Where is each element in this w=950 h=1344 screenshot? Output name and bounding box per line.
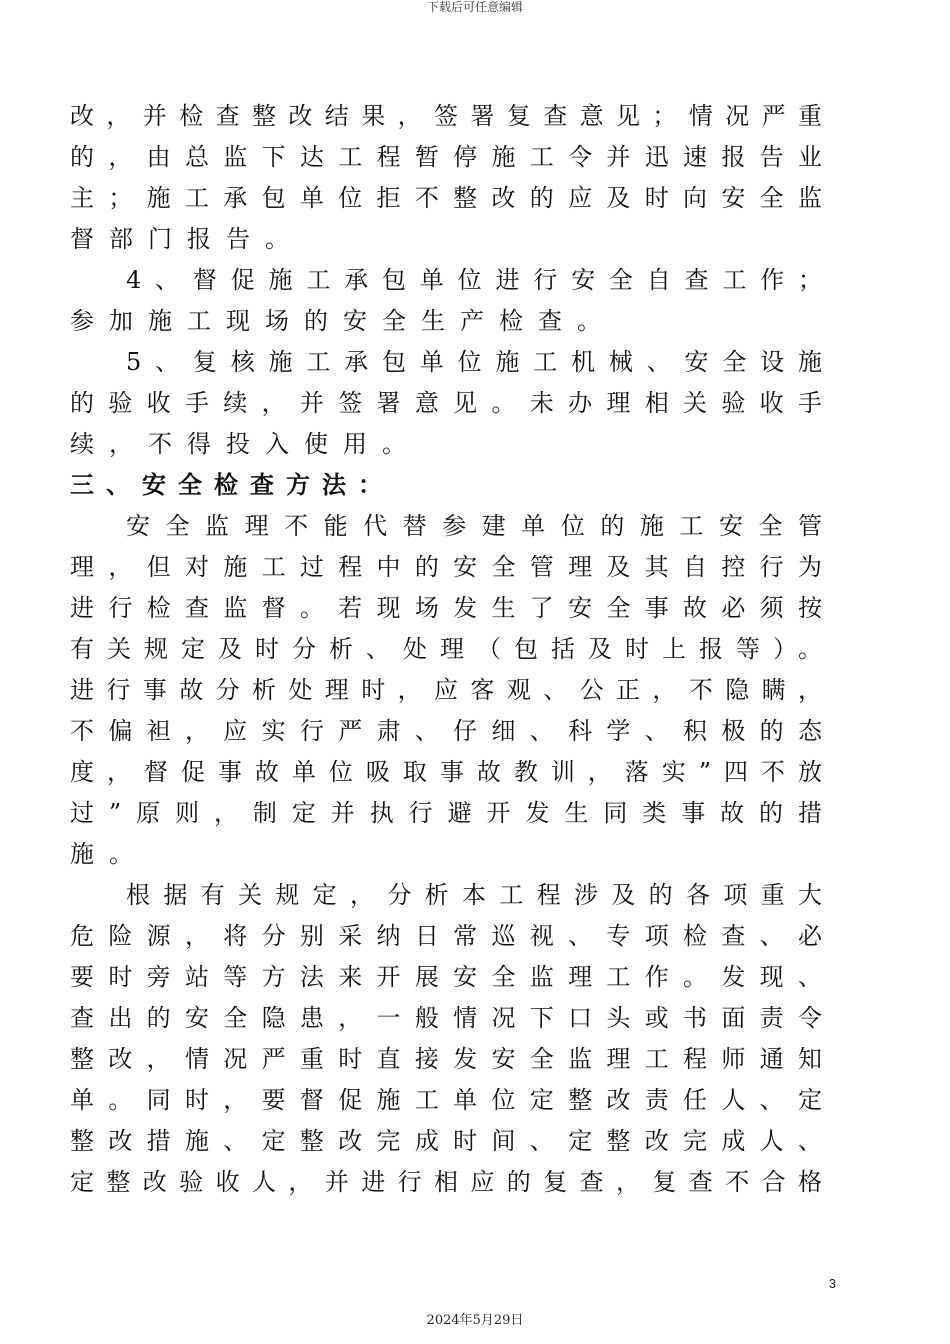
- body-line: 要时旁站等方法来开展安全监理工作。发现、: [70, 963, 822, 991]
- body-line: 危险源，将分别采纳日常巡视、专项检查、必: [70, 922, 822, 950]
- body-line: 施。: [70, 840, 148, 868]
- list-item-5: 5、复核施工承包单位施工机械、安全设施: [126, 348, 822, 376]
- body-line: 督部门报告。: [70, 225, 304, 253]
- body-line: 的，由总监下达工程暂停施工令并迅速报告业: [70, 143, 822, 171]
- body-line: 有关规定及时分析、处理（包括及时上报等）。: [70, 635, 822, 663]
- body-line: 改，并检查整改结果，签署复查意见；情况严重: [70, 102, 822, 130]
- document-body: [70, 96, 822, 1203]
- body-line: 参加施工现场的安全生产检查。: [70, 307, 616, 335]
- body-line: 的验收手续，并签署意见。未办理相关验收手: [70, 389, 822, 417]
- body-line: 续，不得投入使用。: [70, 430, 421, 458]
- list-item-4: 4、督促施工承包单位进行安全自查工作；: [126, 266, 822, 294]
- body-line: 单。同时，要督促施工单位定整改责任人、定: [70, 1086, 822, 1114]
- body-line: 过”原则，制定并执行避开发生同类事故的措: [70, 799, 822, 827]
- body-line: 理，但对施工过程中的安全管理及其自控行为: [70, 553, 822, 581]
- body-line: 整改措施、定整改完成时间、定整改完成人、: [70, 1127, 822, 1155]
- page-number: 3: [828, 1276, 836, 1291]
- paragraph-start: 根据有关规定，分析本工程涉及的各项重大: [126, 881, 822, 909]
- body-line: 度，督促事故单位吸取事故教训，落实”四不放: [70, 758, 822, 786]
- paragraph-start: 安全监理不能代替参建单位的施工安全管: [126, 512, 822, 540]
- body-line: 定整改验收人，并进行相应的复查，复查不合格: [70, 1168, 822, 1196]
- body-line: 主；施工承包单位拒不整改的应及时向安全监: [70, 184, 822, 212]
- body-line: 进行事故分析处理时，应客观、公正，不隐瞒，: [70, 676, 822, 704]
- body-line: 整改，情况严重时直接发安全监理工程师通知: [70, 1045, 822, 1073]
- header-note: 下载后可任意编辑: [426, 0, 523, 14]
- body-line: 进行检查监督。若现场发生了安全事故必须按: [70, 594, 822, 622]
- body-line: 不偏袒，应实行严肃、仔细、科学、积极的态: [70, 717, 822, 745]
- footer-date: 2024年5月29日: [426, 1313, 524, 1328]
- body-line: 查出的安全隐患，一般情况下口头或书面责令: [70, 1004, 822, 1032]
- section-heading: 三、安全检查方法：: [70, 471, 394, 499]
